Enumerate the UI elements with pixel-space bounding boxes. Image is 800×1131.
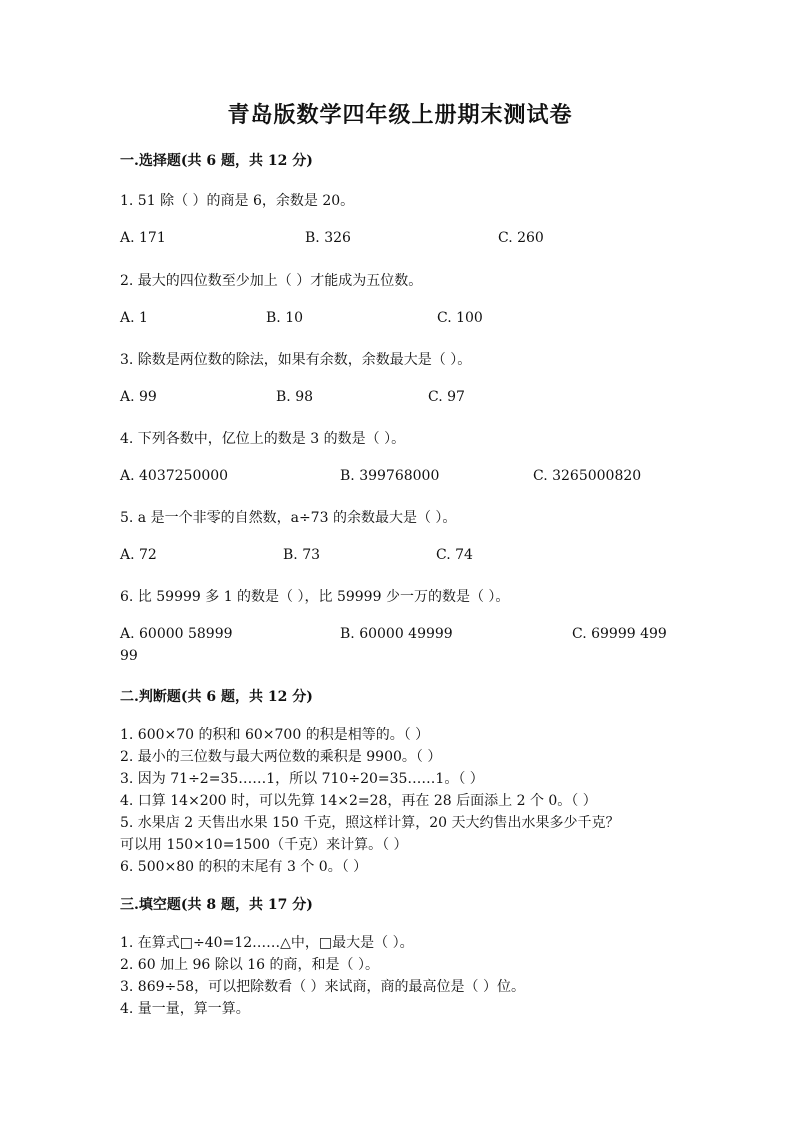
option-c: C. 260 (498, 230, 544, 246)
fill-item: 4. 量一量，算一算。 (120, 1001, 250, 1017)
fill-item: 2. 60 加上 96 除以 16 的商，和是（ ）。 (120, 957, 379, 973)
option-a: A. 99 (120, 389, 157, 405)
question-6: 6. 比 59999 多 1 的数是（ ），比 59999 少一万的数是（ ）。 (120, 589, 510, 605)
option-b: B. 399768000 (340, 468, 440, 484)
section-heading-choice: 一.选择题(共 6 题，共 12 分) (120, 153, 313, 169)
judge-item: 2. 最小的三位数与最大两位数的乘积是 9900。（ ） (120, 749, 442, 765)
question-3: 3. 除数是两位数的除法，如果有余数，余数最大是（ ）。 (120, 352, 472, 368)
option-b: B. 326 (305, 230, 351, 246)
judge-item: 5. 水果店 2 天售出水果 150 千克，照这样计算，20 天大约售出水果多少千克？ (120, 815, 620, 831)
judge-item: 3. 因为 71÷2=35……1，所以 710÷20=35……1。（ ） (120, 771, 484, 787)
judge-item: 1. 600×70 的积和 60×700 的积是相等的。（ ） (120, 727, 430, 743)
judge-item: 6. 500×80 的积的末尾有 3 个 0。（ ） (120, 859, 368, 875)
page-title: 青岛版数学四年级上册期末测试卷 (227, 102, 573, 128)
judge-item-continued: 可以用 150×10=1500（千克）来计算。（ ） (120, 837, 408, 853)
option-c: C. 74 (436, 547, 473, 563)
section-heading-judge: 二.判断题(共 6 题，共 12 分) (120, 689, 313, 705)
option-a: A. 72 (120, 547, 157, 563)
option-c: C. 100 (437, 310, 483, 326)
fill-item: 1. 在算式□÷40=12……△中，□最大是（ ）。 (120, 935, 414, 951)
option-a: A. 4037250000 (120, 468, 229, 484)
question-2: 2. 最大的四位数至少加上（ ）才能成为五位数。 (120, 273, 423, 289)
fill-item: 3. 869÷58，可以把除数看（ ）来试商，商的最高位是（ ）位。 (120, 979, 525, 995)
option-c: C. 97 (428, 389, 465, 405)
option-b: B. 98 (276, 389, 314, 405)
option-a: A. 60000 58999 (120, 626, 233, 642)
question-5: 5. a 是一个非零的自然数，a÷73 的余数最大是（ ）。 (120, 510, 457, 526)
option-c: C. 69999 499 (572, 626, 667, 642)
question-1: 1. 51 除（ ）的商是 6，余数是 20。 (120, 193, 355, 209)
section-heading-fill: 三.填空题(共 8 题，共 17 分) (120, 897, 313, 913)
option-c: C. 3265000820 (533, 468, 642, 484)
option-c-wrap: 99 (120, 648, 138, 664)
option-a: A. 171 (120, 230, 166, 246)
option-b: B. 10 (266, 310, 304, 326)
option-b: B. 60000 49999 (340, 626, 453, 642)
option-a: A. 1 (120, 310, 148, 326)
judge-item: 4. 口算 14×200 时，可以先算 14×2=28，再在 28 后面添上 2 个 0。（ ） (120, 793, 597, 809)
option-b: B. 73 (283, 547, 321, 563)
question-4: 4. 下列各数中，亿位上的数是 3 的数是（ ）。 (120, 431, 406, 447)
